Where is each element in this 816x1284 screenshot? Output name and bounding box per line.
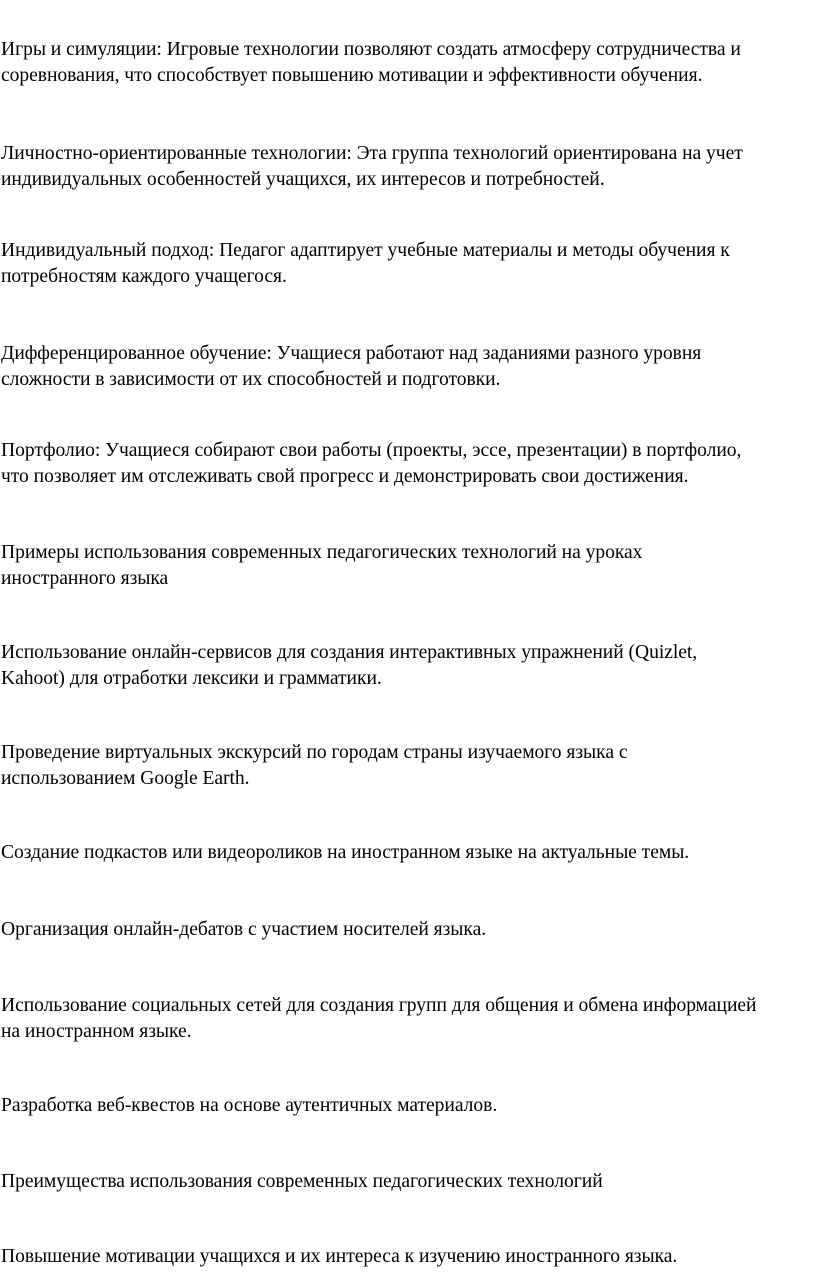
paragraph-individual-approach <box>1 238 816 290</box>
text-line: Игры и симуляции: Игровые технологии позволяют создать атмосферу сотрудничества и <box>1 39 741 60</box>
paragraph-portfolio <box>1 438 816 490</box>
text-line: индивидуальных особенностей учащихся, их интересов и потребностей. <box>1 169 605 190</box>
text-line: сложности в зависимости от их способностей и подготовки. <box>1 369 501 390</box>
paragraph-virtual-tours <box>1 740 816 792</box>
heading-advantages <box>1 1169 816 1195</box>
text-line: потребностям каждого учащегося. <box>1 266 287 287</box>
text-line: Разработка веб-квестов на основе аутентичных материалов. <box>1 1095 498 1116</box>
text-line: соревнования, что способствует повышению мотивации и эффективности обучения. <box>1 65 703 86</box>
paragraph-social-networks <box>1 993 816 1045</box>
text-line: Организация онлайн-дебатов с участием носителей языка. <box>1 919 487 940</box>
text-line: Kahoot) для отработки лексики и грамматики. <box>1 668 382 689</box>
paragraph-motivation <box>1 1244 816 1270</box>
paragraph-student-centered-tech <box>1 141 816 193</box>
text-line: Дифференцированное обучение: Учащиеся работают над заданиями разного уровня <box>1 343 702 364</box>
text-line: Проведение виртуальных экскурсий по городам страны изучаемого языка с <box>1 742 628 763</box>
text-line: Индивидуальный подход: Педагог адаптирует учебные материалы и методы обучения к <box>1 240 730 261</box>
paragraph-online-debates <box>1 917 816 943</box>
text-line: Личностно-ориентированные технологии: Эта группа технологий ориентирована на учет <box>1 143 743 164</box>
text-line: использованием Google Earth. <box>1 768 250 789</box>
paragraph-podcasts <box>1 840 816 866</box>
text-line: Примеры использования современных педагогических технологий на уроках <box>1 542 643 563</box>
text-line: что позволяет им отслеживать свой прогресс и демонстрировать свои достижения. <box>1 466 689 487</box>
paragraph-differentiated-learning <box>1 341 816 393</box>
text-line: Использование онлайн-сервисов для создания интерактивных упражнений (Quizlet, <box>1 642 698 663</box>
text-line: Портфолио: Учащиеся собирают свои работы (проекты, эссе, презентации) в портфолио, <box>1 440 742 461</box>
paragraph-online-services <box>1 640 816 692</box>
text-line: Создание подкастов или видеороликов на иностранном языке на актуальные темы. <box>1 842 690 863</box>
text-line: на иностранном языке. <box>1 1021 192 1042</box>
paragraph-web-quests <box>1 1093 816 1119</box>
heading-examples <box>1 540 816 592</box>
text-line: Использование социальных сетей для создания групп для общения и обмена информацией <box>1 995 757 1016</box>
text-line: Повышение мотивации учащихся и их интереса к изучению иностранного языка. <box>1 1246 678 1267</box>
text-line: Преимущества использования современных педагогических технологий <box>1 1171 603 1192</box>
paragraph-games-simulations <box>1 37 816 89</box>
text-line: иностранного языка <box>1 568 169 589</box>
